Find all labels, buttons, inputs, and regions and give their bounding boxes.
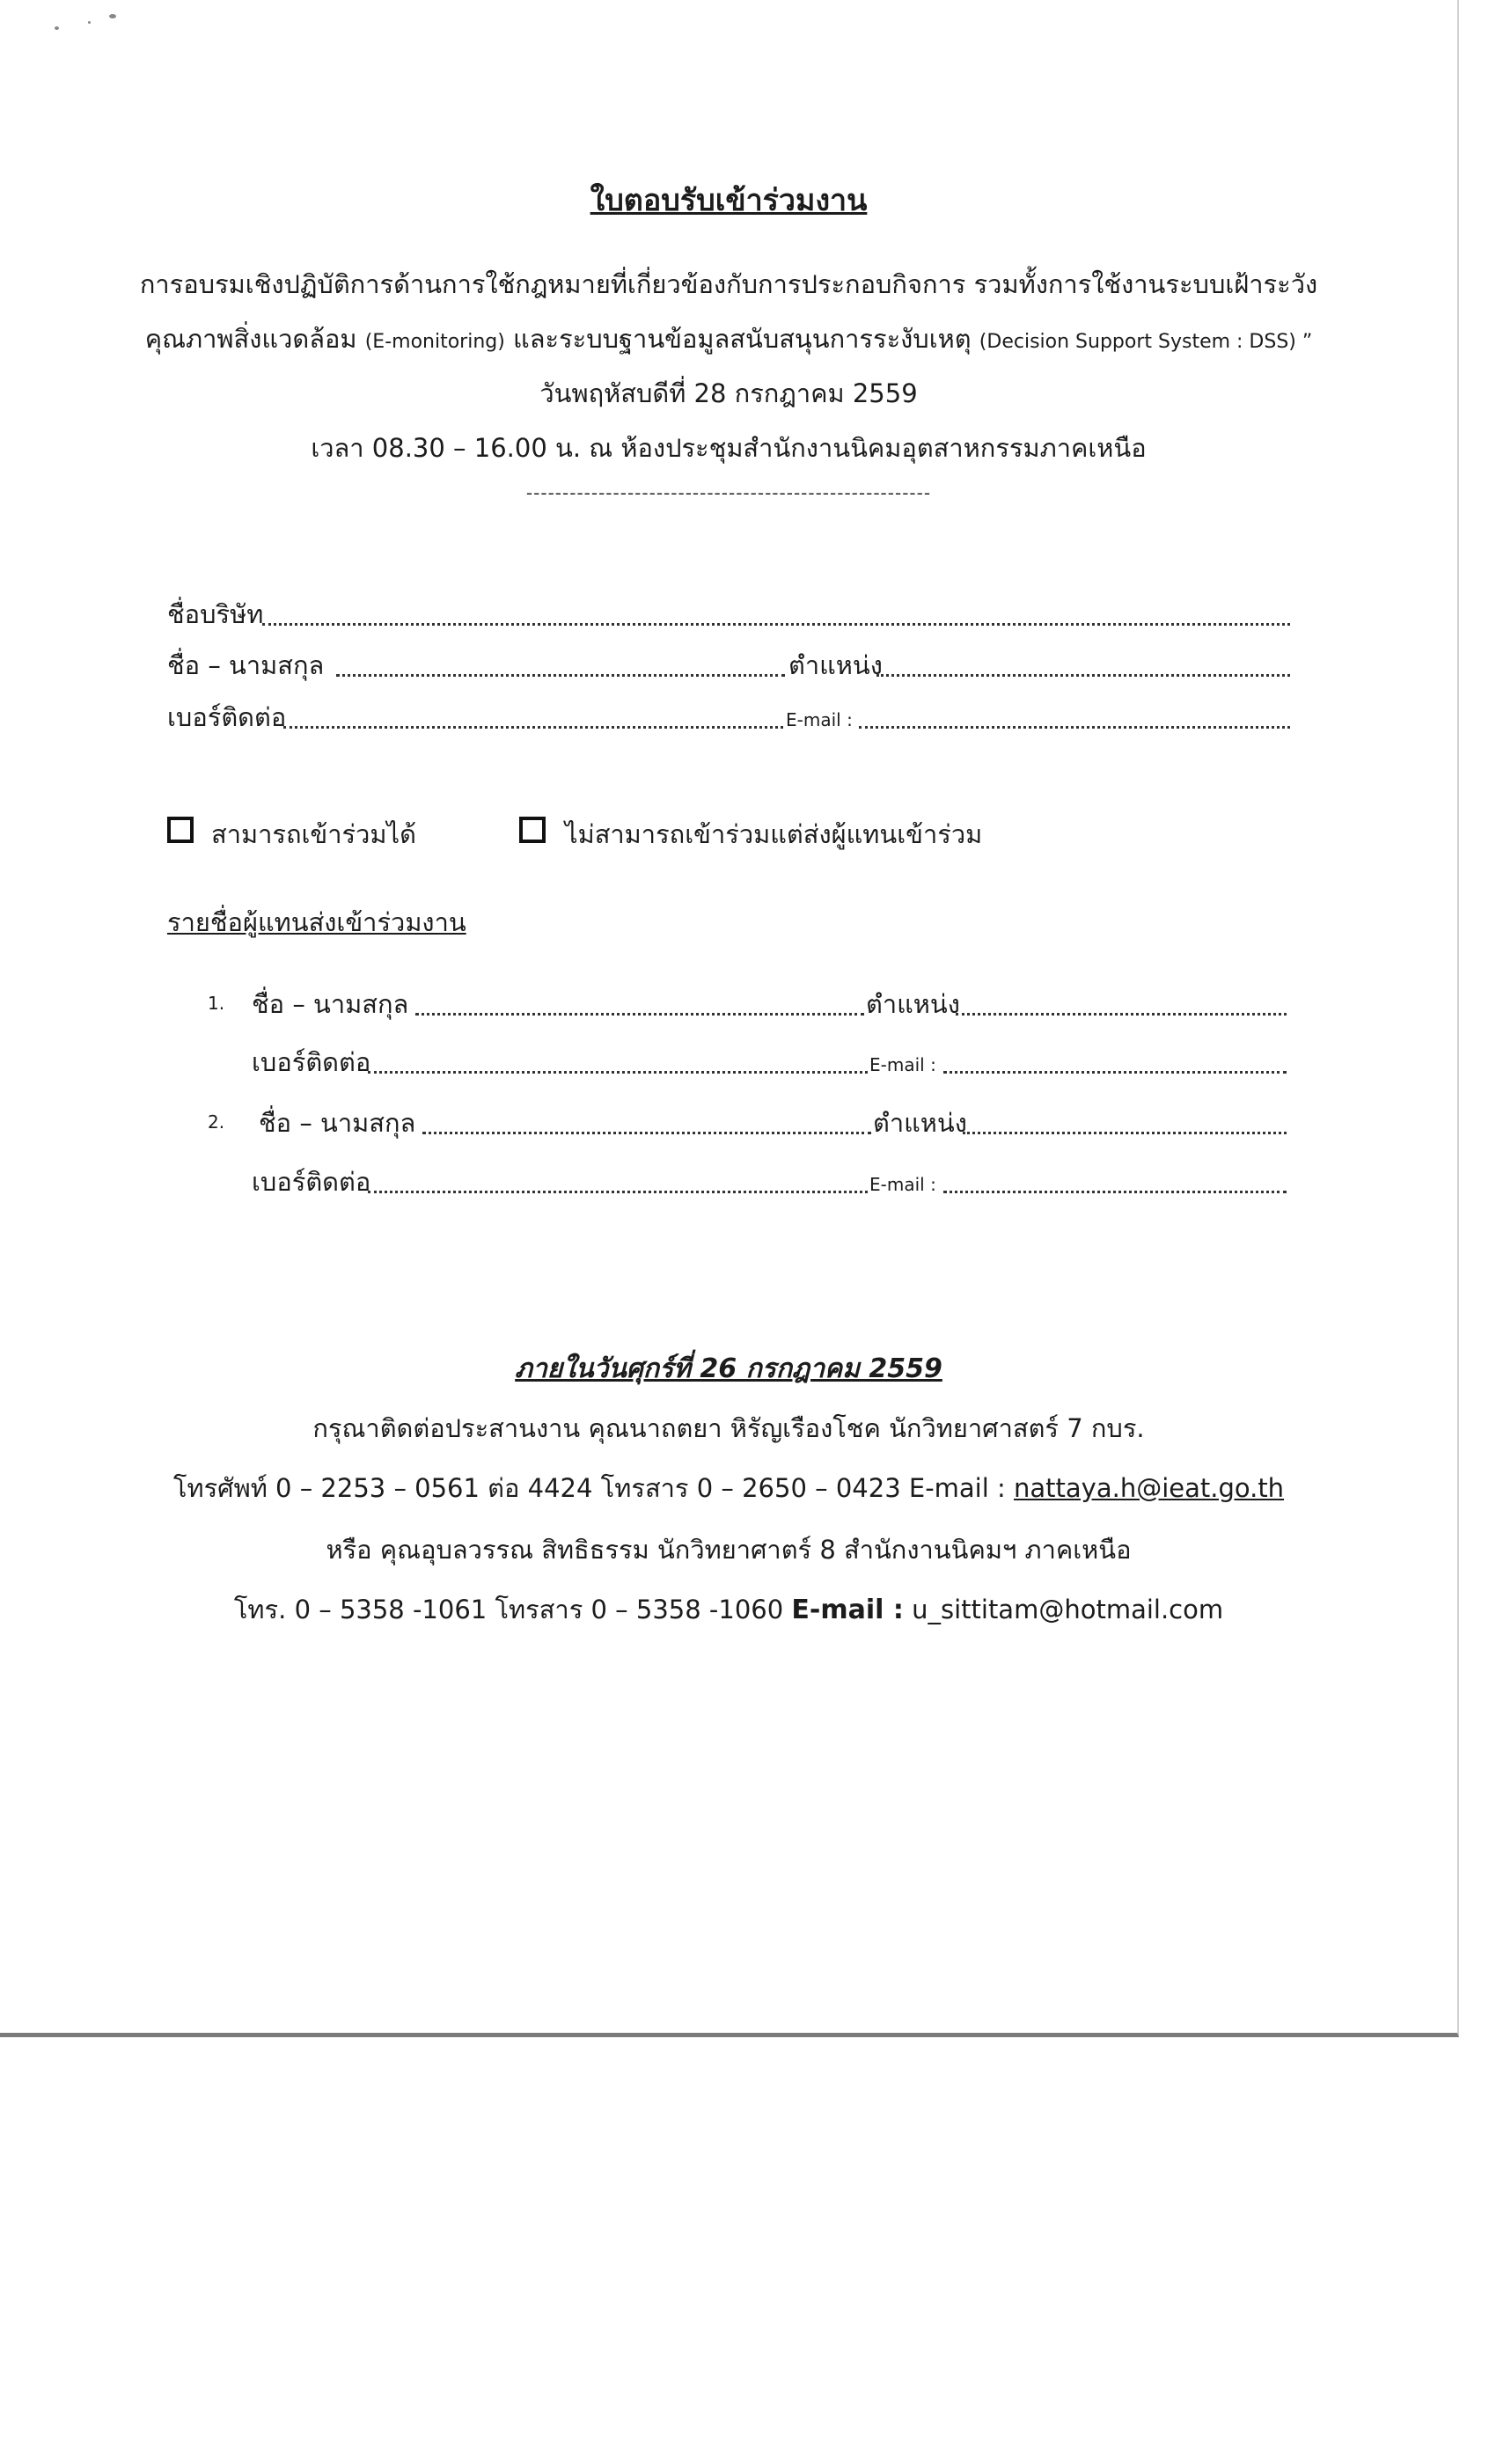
attend-checkbox[interactable] xyxy=(167,817,194,843)
rep-1-name-input[interactable] xyxy=(415,1006,864,1016)
phone-label: เบอร์ติดต่อ xyxy=(167,702,287,732)
name-input[interactable] xyxy=(336,667,785,677)
event-line-2 xyxy=(0,319,1457,359)
contact-line-2-text: โทรศัพท์ 0 – 2253 – 0561 ต่อ 4424 โทรสาร 0 – 2650 – 0423 E-mail : xyxy=(172,1473,1006,1503)
company-input[interactable] xyxy=(262,616,1290,626)
contact-email-label-2: E-mail : xyxy=(791,1595,904,1625)
not-attend-option-label: ไม่สามารถเข้าร่วมแต่ส่งผู้แทนเข้าร่วม xyxy=(565,819,983,849)
event-line-1: การอบรมเชิงปฏิบัติการด้านการใช้กฎหมายที่เกี่ยวข้องกับการประกอบกิจการ รวมทั้งการใช้งานระบบเฝ้าระวัง xyxy=(139,269,1318,299)
rep-2-phone-label: เบอร์ติดต่อ xyxy=(252,1167,371,1197)
contact-email-link-2[interactable]: u_sittitam@hotmail.com xyxy=(912,1595,1224,1624)
rep-2-position-input[interactable] xyxy=(963,1125,1287,1134)
scan-speck xyxy=(88,21,91,24)
company-label: ชื่อบริษัท xyxy=(167,599,264,629)
not-attend-checkbox[interactable] xyxy=(519,817,546,843)
contact-line-4 xyxy=(0,1589,1457,1630)
rep-1-phone-label: เบอร์ติดต่อ xyxy=(252,1047,371,1077)
email-input[interactable] xyxy=(859,719,1290,729)
rep-2-name-label: ชื่อ – นามสกุล xyxy=(259,1108,416,1138)
page-title: ใบตอบรับเข้าร่วมงาน xyxy=(590,183,868,218)
contact-line-2 xyxy=(0,1468,1457,1508)
phone-input[interactable] xyxy=(283,719,783,729)
event-line-2-th: คุณภาพสิ่งแวดล้อม xyxy=(144,324,357,354)
rep-2-number: 2. xyxy=(208,1111,225,1133)
attend-option-label: สามารถเข้าร่วมได้ xyxy=(211,819,416,849)
rep-1-number: 1. xyxy=(208,993,225,1014)
rep-2-name-input[interactable] xyxy=(422,1125,871,1134)
rep-1-name-label: ชื่อ – นามสกุล xyxy=(252,989,409,1019)
rep-2-email-label: E-mail : xyxy=(869,1174,936,1195)
separator-line: -------------------------------------------------------- xyxy=(525,482,932,503)
position-label: ตำแหน่ง xyxy=(788,650,883,680)
rep-2-email-input[interactable] xyxy=(943,1184,1287,1193)
event-time-place: เวลา 08.30 – 16.00 น. ณ ห้องประชุมสำนักงานนิคมอุตสาหกรรมภาคเหนือ xyxy=(311,433,1147,463)
event-line-2-en2: (Decision Support System : DSS) ” xyxy=(979,331,1313,353)
rep-1-position-input[interactable] xyxy=(956,1006,1287,1016)
representatives-heading: รายชื่อผู้แทนส่งเข้าร่วมงาน xyxy=(167,907,466,937)
rep-1-position-label: ตำแหน่ง xyxy=(866,989,960,1019)
name-label: ชื่อ – นามสกุล xyxy=(167,650,325,680)
position-input[interactable] xyxy=(876,667,1290,677)
event-date: วันพฤหัสบดีที่ 28 กรกฎาคม 2559 xyxy=(539,378,918,408)
email-label: E-mail : xyxy=(786,709,853,730)
contact-line-4-text: โทร. 0 – 5358 -1061 โทรสาร 0 – 5358 -1060 xyxy=(233,1595,784,1624)
scan-speck xyxy=(109,14,116,18)
rep-1-email-label: E-mail : xyxy=(869,1054,936,1075)
rep-1-phone-input[interactable] xyxy=(368,1064,868,1074)
scan-speck xyxy=(55,26,59,30)
rep-2-phone-input[interactable] xyxy=(368,1184,868,1193)
rep-1-email-input[interactable] xyxy=(943,1064,1287,1074)
contact-email-link-1[interactable]: nattaya.h@ieat.go.th xyxy=(1014,1473,1285,1503)
rep-2-position-label: ตำแหน่ง xyxy=(873,1108,967,1138)
contact-line-1: กรุณาติดต่อประสานงาน คุณนาถตยา หิรัญเรืองโชค นักวิทยาศาสตร์ 7 กบร. xyxy=(312,1413,1145,1443)
contact-line-3: หรือ คุณอุบลวรรณ สิทธิธรรม นักวิทยาศาตร์ 8 สำนักงานนิคมฯ ภาคเหนือ xyxy=(326,1535,1132,1565)
response-deadline: ภายในวันศุกร์ที่ 26 กรกฎาคม 2559 xyxy=(515,1353,942,1384)
event-line-2-en1: (E-monitoring) xyxy=(364,331,505,353)
event-line-2-th2: และระบบฐานข้อมูลสนับสนุนการระงับเหตุ xyxy=(513,324,972,354)
